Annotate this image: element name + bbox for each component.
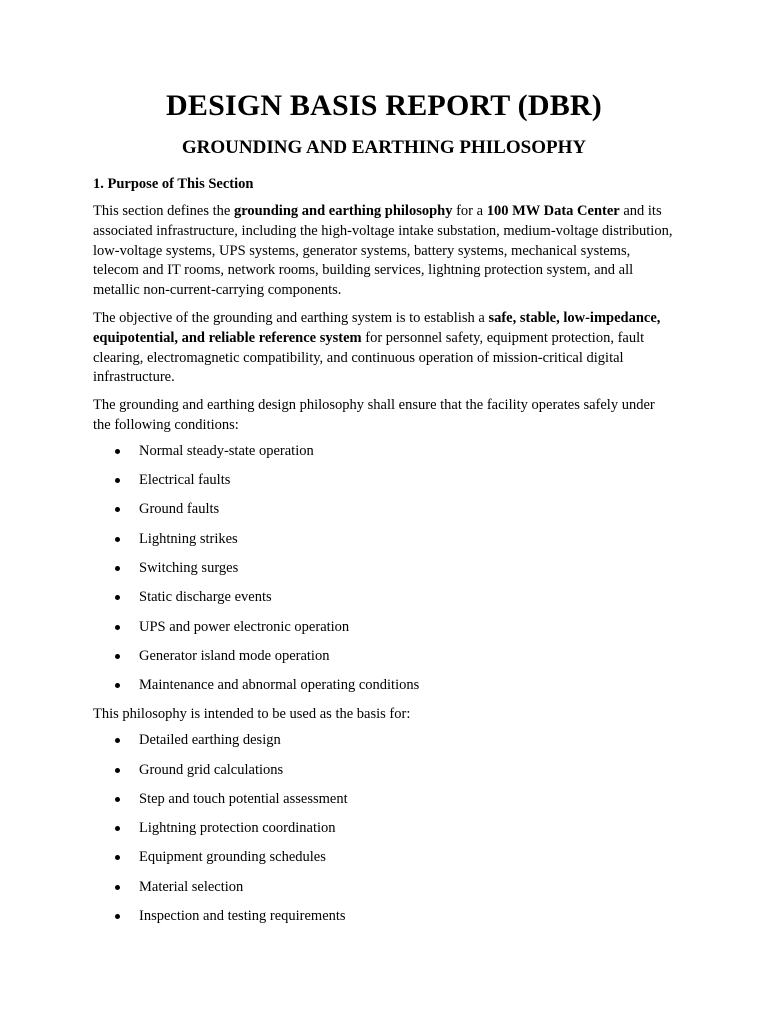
list-item bbox=[93, 878, 675, 897]
list-item-text: Lightning protection coordination bbox=[139, 820, 336, 837]
list-item bbox=[93, 588, 675, 607]
paragraph-purpose bbox=[93, 202, 675, 301]
list-item bbox=[93, 618, 675, 637]
bullet-icon bbox=[115, 855, 120, 860]
section-heading: 1. Purpose of This Section bbox=[93, 176, 254, 192]
bullet-icon bbox=[115, 478, 120, 483]
list-item-text: Equipment grounding schedules bbox=[139, 849, 326, 866]
list-item bbox=[93, 442, 675, 461]
list-item-text: Ground grid calculations bbox=[139, 761, 284, 778]
bullet-icon bbox=[115, 595, 120, 600]
paragraph-conditions-intro: The grounding and earthing design philosophy shall ensure that the facility operates safely under the following conditions: bbox=[93, 397, 655, 433]
list-item bbox=[93, 647, 675, 666]
list-item bbox=[93, 676, 675, 695]
list-item bbox=[93, 819, 675, 838]
document-subtitle: GROUNDING AND EARTHING PHILOSOPHY bbox=[181, 137, 587, 158]
conditions-list bbox=[93, 442, 675, 695]
bullet-icon bbox=[115, 507, 120, 512]
list-item-text: Normal steady-state operation bbox=[139, 442, 314, 459]
list-item-text: Generator island mode operation bbox=[139, 647, 330, 664]
bullet-icon bbox=[115, 566, 120, 571]
bullet-icon bbox=[115, 537, 120, 542]
bullet-icon bbox=[115, 768, 120, 773]
paragraph-text: and its associated infrastructure, including the high-voltage intake substation, medium-voltage distribution, low-voltage systems, UPS systems, generator systems, battery systems, mechanical systems, telecom and IT rooms, network rooms, building services, lightning protection system, and all metallic non-current-carrying components. bbox=[93, 203, 673, 299]
bullet-icon bbox=[115, 914, 120, 919]
paragraph-objective bbox=[93, 309, 675, 388]
list-item-text: UPS and power electronic operation bbox=[139, 618, 350, 635]
list-item bbox=[93, 731, 675, 750]
paragraph-text: The objective of the grounding and earthing system is to establish a bbox=[93, 309, 489, 326]
document-title: DESIGN BASIS REPORT (DBR) bbox=[166, 89, 602, 122]
bullet-icon bbox=[115, 885, 120, 890]
list-item bbox=[93, 559, 675, 578]
list-item-text: Step and touch potential assessment bbox=[139, 790, 348, 807]
uses-list bbox=[93, 731, 675, 926]
bullet-icon bbox=[115, 625, 120, 630]
list-item bbox=[93, 790, 675, 809]
list-item bbox=[93, 907, 675, 926]
emphasis-text: 100 MW Data Center bbox=[486, 203, 620, 219]
list-item bbox=[93, 530, 675, 549]
bullet-icon bbox=[115, 683, 120, 688]
paragraph-uses-intro: This philosophy is intended to be used as the basis for: bbox=[93, 706, 411, 723]
paragraph-text: for a bbox=[452, 203, 487, 219]
list-item-text: Electrical faults bbox=[139, 472, 231, 489]
list-item-text: Detailed earthing design bbox=[139, 732, 281, 749]
list-item-text: Switching surges bbox=[139, 559, 239, 576]
list-item-text: Static discharge events bbox=[139, 589, 272, 606]
list-item bbox=[93, 761, 675, 780]
list-item-text: Lightning strikes bbox=[139, 530, 238, 547]
list-item-text: Material selection bbox=[139, 878, 244, 895]
paragraph-text: for personnel safety, equipment protection, fault clearing, electromagnetic compatibility, and continuous operation of mission-critical digital infrastructure. bbox=[93, 329, 645, 386]
list-item bbox=[93, 848, 675, 867]
bullet-icon bbox=[115, 797, 120, 802]
emphasis-text: grounding and earthing philosophy bbox=[233, 203, 453, 219]
bullet-icon bbox=[115, 449, 120, 454]
emphasis-text: safe, stable, low-impedance, equipotential, and reliable reference system bbox=[93, 309, 661, 346]
bullet-icon bbox=[115, 738, 120, 743]
paragraph-text: This section defines the bbox=[93, 203, 234, 219]
list-item-text: Inspection and testing requirements bbox=[139, 908, 346, 925]
list-item-text: Ground faults bbox=[139, 501, 220, 518]
bullet-icon bbox=[115, 654, 120, 659]
bullet-icon bbox=[115, 826, 120, 831]
list-item bbox=[93, 500, 675, 519]
list-item-text: Maintenance and abnormal operating conditions bbox=[139, 677, 420, 694]
list-item bbox=[93, 471, 675, 490]
